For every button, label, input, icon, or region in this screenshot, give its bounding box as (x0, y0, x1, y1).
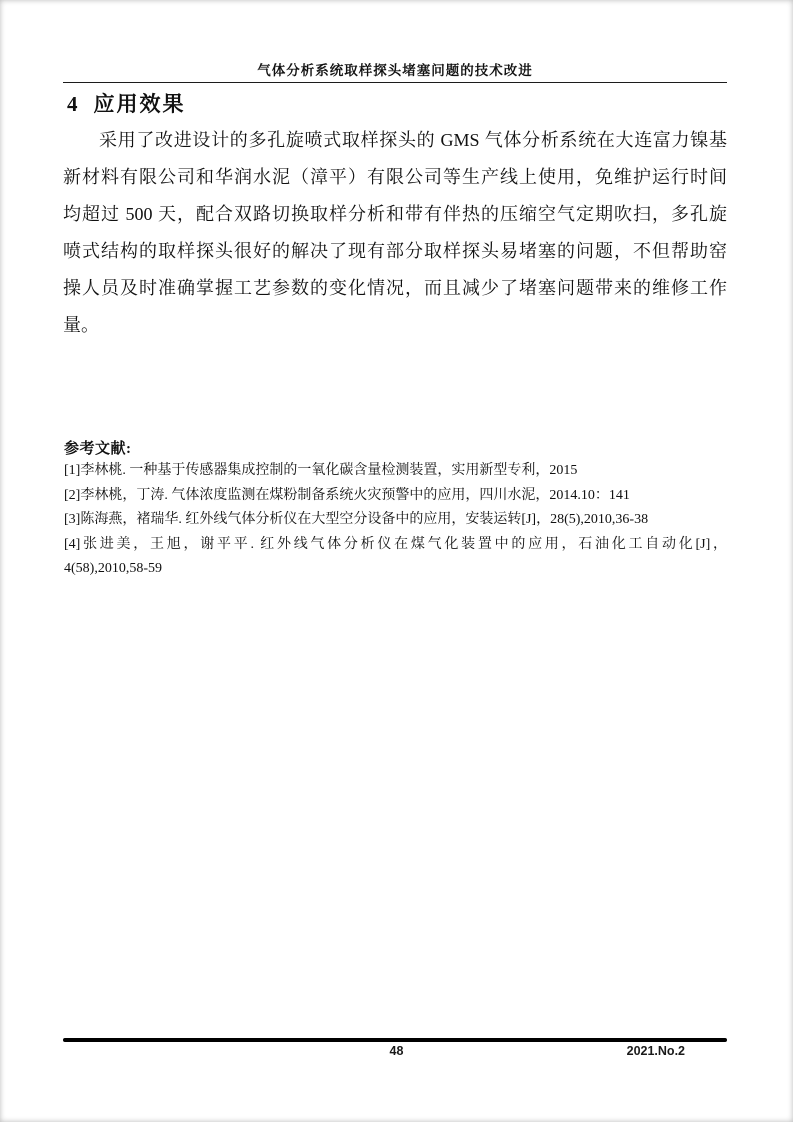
section-number: 4 (67, 92, 78, 116)
paragraph-line: 均超过 500 天，配合双路切换取样分析和带有伴热的压缩空气定期吹扫，多孔旋 (63, 204, 727, 224)
reference-item: [3]陈海燕，褚瑞华. 红外线气体分析仪在大型空分设备中的应用，安装运转[J]，28(5),2010,36-38 (64, 512, 649, 528)
reference-item: [4]张进美，王旭，谢平平. 红外线气体分析仪在煤气化装置中的应用，石油化工自动化[J]， (64, 536, 727, 552)
reference-item-continuation: 4(58),2010,58-59 (64, 561, 162, 577)
page-number: 48 (389, 1044, 404, 1058)
header-rule (63, 82, 727, 83)
paragraph-line: 喷式结构的取样探头很好的解决了现有部分取样探头易堵塞的问题，不但帮助窑 (63, 241, 727, 261)
paragraph-line: 操人员及时准确掌握工艺参数的变化情况，而且减少了堵塞问题带来的维修工作 (63, 278, 727, 298)
paragraph-line: 采用了改进设计的多孔旋喷式取样探头的 GMS 气体分析系统在大连富力镍基 (99, 130, 727, 150)
section-heading (67, 88, 186, 118)
paragraph-line: 量。 (63, 315, 99, 335)
running-title: 气体分析系统取样探头堵塞问题的技术改进 (257, 63, 533, 78)
paragraph-line: 新材料有限公司和华润水泥（漳平）有限公司等生产线上使用，免维护运行时间 (63, 167, 727, 187)
footer-rule (63, 1038, 727, 1042)
references-list (64, 459, 727, 582)
reference-item: [1]李林桃. 一种基于传感器集成控制的一氧化碳含量检测装置，实用新型专利，2015 (64, 463, 578, 478)
reference-item: [2]李林桃，丁涛. 气体浓度监测在煤粉制备系统火灾预警中的应用，四川水泥，2014.10：141 (64, 487, 630, 503)
section-title: 应用效果 (93, 92, 186, 116)
issue-number: 2021.No.2 (626, 1044, 685, 1058)
references-heading: 参考文献: (64, 441, 132, 457)
body-paragraph (63, 122, 727, 344)
